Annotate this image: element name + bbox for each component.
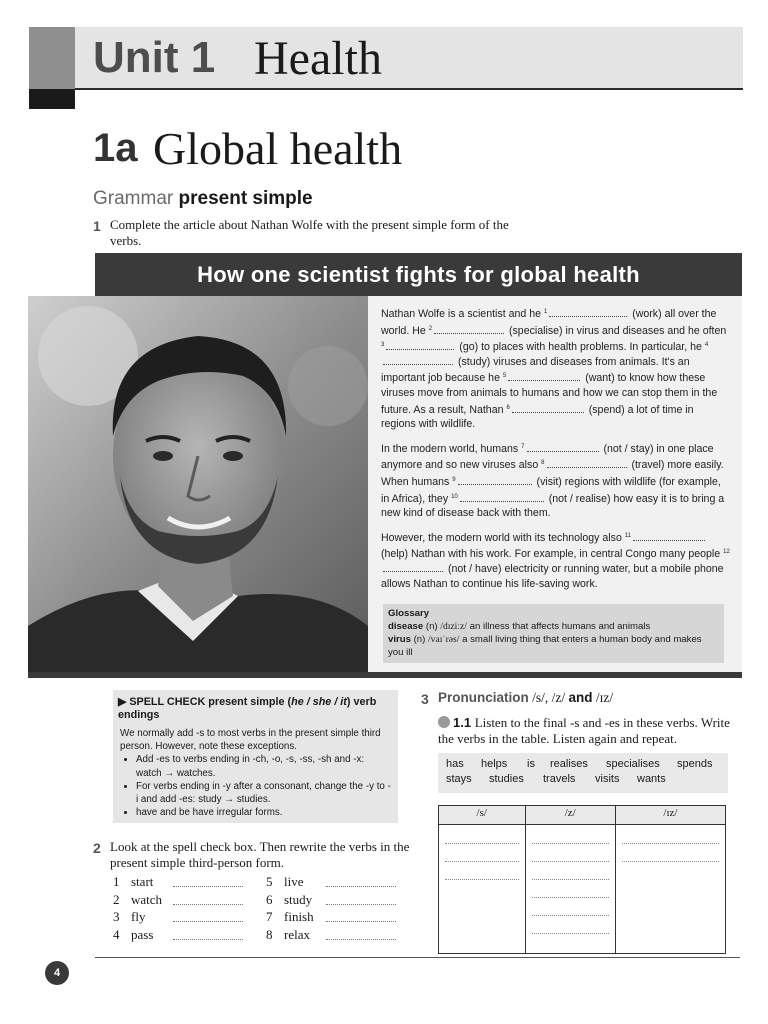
article-text: Nathan Wolfe is a scientist and he: [381, 308, 544, 320]
verb-word: study: [284, 891, 313, 907]
audio-track-number: 1.1: [453, 715, 472, 730]
pronunciation-table: [438, 805, 726, 954]
unit-header-marker: [29, 89, 75, 109]
answer-line[interactable]: [326, 911, 396, 922]
verb-number: 5: [266, 874, 273, 889]
table-header-s: /s/: [439, 806, 526, 825]
answer-gap[interactable]: [508, 371, 580, 381]
footer-rule: [95, 957, 740, 958]
article-text: (travel) more easily. When humans: [381, 459, 724, 488]
verb-number: 2: [113, 891, 120, 907]
pronunciation-label: Pronunciation: [438, 690, 529, 705]
glossary-box: [383, 604, 724, 663]
article-title: How one scientist fights for global health: [95, 253, 742, 296]
verb-number: 3: [113, 909, 120, 924]
spell-check-heading: [118, 696, 393, 722]
glossary-ipa: /vaɪˈrəs/: [428, 634, 460, 645]
article-text: (spend) a lot of time in regions with wildlife.: [381, 403, 694, 431]
spell-check-body: [120, 727, 392, 819]
page-number: 4: [45, 961, 69, 985]
article-text: (not / stay) in one place anymore and so new viruses also: [381, 442, 714, 472]
article-text: (not / have) electricity or running water, but a mobile phone allows Nathan to continue his life-saving work.: [381, 562, 724, 590]
answer-line[interactable]: [173, 894, 243, 905]
gap-number: 6: [506, 404, 510, 411]
article-text: (go) to places with health problems. In particular, he: [456, 341, 705, 354]
article-bottom-rule: [28, 672, 742, 678]
spell-check-heading-b: he / she / it: [291, 696, 347, 708]
gap-number: 12: [723, 549, 730, 556]
verb-item: [113, 874, 253, 890]
article-text: (visit) regions with wildlife (for example, in Africa), they: [381, 475, 721, 505]
word-bank-item: has: [446, 758, 464, 770]
word-bank-item: specialises: [606, 758, 660, 770]
answer-line[interactable]: [326, 894, 396, 905]
table-header-iz: /ɪz/: [615, 806, 725, 825]
word-bank-item: studies: [489, 773, 524, 785]
article-paragraph-3: [381, 529, 731, 591]
answer-line[interactable]: [326, 876, 396, 887]
audio-cd-icon[interactable]: [438, 716, 450, 728]
glossary-word: virus: [388, 634, 411, 645]
glossary-definition: an illness that affects humans and animals: [469, 621, 651, 632]
verb-word: start: [131, 874, 154, 889]
answer-gap[interactable]: [458, 475, 532, 485]
verb-number: 4: [113, 926, 120, 942]
answer-gap[interactable]: [547, 458, 627, 468]
answer-gap[interactable]: [549, 307, 627, 317]
article-text: In the modern world, humans: [381, 442, 522, 455]
verb-word: watch: [131, 891, 163, 907]
gap-number: 1: [543, 309, 548, 315]
word-bank-item: is: [527, 758, 535, 770]
exercise-2-instruction: Look at the spell check box. Then rewrite the verbs in the present simple third-person form.: [110, 839, 410, 870]
exercise-3-number: 3: [421, 691, 429, 707]
article-text: (specialise) in virus and diseases and he often: [506, 324, 727, 337]
spell-check-rules: [120, 753, 392, 819]
answer-cell-s[interactable]: [439, 825, 526, 954]
portrait-illustration: [28, 296, 368, 672]
article-text: However, the modern world with its technology also: [381, 531, 625, 544]
lesson-number: 1a: [93, 126, 138, 170]
glossary-entry: [388, 620, 719, 633]
answer-cell-iz[interactable]: [615, 825, 725, 954]
pronunciation-sound-iz: /ɪz/: [592, 690, 614, 705]
glossary-entry: [388, 633, 719, 659]
gap-number: 11: [624, 532, 632, 539]
pronunciation-and: and: [568, 690, 593, 705]
spell-check-rule: • Add -es to verbs ending in -ch, -o, -s, -ss, -sh and -x: watch → watches.: [136, 753, 392, 779]
spell-check-intro: We normally add -s to most verbs in the present simple third person. However, note these exceptions.: [120, 728, 381, 753]
word-bank-item: helps: [481, 758, 508, 770]
spell-check-rule: • For verbs ending in -y after a consonant, change the -y to -i and add -es: study → studies.: [136, 780, 392, 806]
scientist-photo: [28, 296, 368, 672]
glossary-title: Glossary: [388, 608, 430, 619]
gap-number: 4: [704, 342, 709, 349]
verb-item: [266, 927, 406, 943]
answer-gap[interactable]: [633, 531, 705, 541]
answer-line[interactable]: [326, 929, 396, 940]
answer-gap[interactable]: [460, 492, 544, 502]
verb-item: [113, 892, 253, 908]
answer-gap[interactable]: [383, 355, 453, 365]
word-bank-item: stays: [446, 773, 472, 785]
word-bank-item: travels: [543, 773, 576, 785]
gap-number: 3: [381, 342, 385, 349]
answer-gap[interactable]: [434, 324, 504, 334]
pronunciation-sounds: /s/, /z/: [528, 690, 569, 705]
verb-word: live: [284, 874, 304, 889]
lesson-title: Global health: [153, 123, 403, 174]
verb-word: pass: [131, 926, 154, 942]
glossary-pos: (n): [425, 621, 438, 632]
gap-number: 8: [541, 460, 545, 467]
article-text: (study) viruses and diseases from animals. It's an important job because he: [381, 355, 690, 385]
verb-word: fly: [131, 909, 146, 924]
answer-line[interactable]: [173, 876, 243, 887]
exercise-3-instruction: [438, 715, 738, 747]
verb-number: 7: [266, 909, 273, 924]
grammar-label: Grammar: [93, 188, 174, 209]
unit-title: Health: [254, 32, 382, 85]
word-bank: [438, 753, 728, 793]
verb-word: relax: [284, 926, 310, 942]
verb-item: [113, 909, 253, 925]
exercise-1-instruction: Complete the article about Nathan Wolfe with the present simple form of the verbs.: [110, 217, 509, 248]
verb-item: [266, 892, 406, 908]
table-header-z: /z/: [525, 806, 615, 825]
article-text: (want) to know how these viruses move from animals to humans and how we can stop them in the future. As a result, Nathan: [381, 372, 718, 416]
word-bank-item: realises: [550, 758, 588, 770]
exercise-2-number: 2: [93, 840, 101, 856]
verb-number: 6: [266, 891, 273, 907]
gap-number: 5: [502, 373, 507, 380]
gap-number: 10: [451, 493, 458, 500]
article-text: (work) all over the world. He: [381, 308, 717, 337]
spell-check-heading-a: SPELL CHECK present simple (: [129, 696, 292, 708]
exercise-3-text: Listen to the final -s and -es in these verbs. Write the verbs in the table. Listen again and repeat.: [438, 715, 730, 746]
answer-line[interactable]: [173, 911, 243, 922]
verb-item: [113, 927, 253, 943]
unit-header-tab: [29, 27, 75, 89]
verb-item: [266, 909, 406, 925]
gap-number: 7: [521, 443, 525, 450]
play-triangle-icon: ▶: [118, 696, 127, 708]
answer-gap[interactable]: [512, 403, 584, 413]
verb-item: [266, 874, 406, 890]
glossary-ipa: /dɪziːz/: [440, 621, 467, 632]
verb-number: 1: [113, 874, 120, 889]
answer-gap[interactable]: [386, 340, 454, 350]
verb-word: finish: [284, 909, 314, 924]
exercise-1-number: 1: [93, 218, 101, 234]
unit-header-rule: [75, 88, 743, 90]
word-bank-item: wants: [637, 773, 666, 785]
glossary-word: disease: [388, 621, 424, 632]
exercise-3-heading: [438, 690, 613, 706]
answer-gap[interactable]: [383, 562, 443, 572]
article-paragraph-1: [381, 305, 731, 432]
article-paragraph-2: [381, 440, 731, 521]
spell-check-heading-c: ) verb endings: [118, 696, 377, 721]
grammar-topic: present simple: [178, 188, 313, 209]
article-text: (help) Nathan with his work. For example, in central Congo many people: [381, 548, 724, 561]
word-bank-item: spends: [677, 758, 713, 770]
article-text: (not / realise) how easy it is to bring a new kind of disease back with them.: [381, 492, 725, 520]
verb-number: 8: [266, 926, 273, 942]
article-body: [381, 305, 731, 599]
answer-gap[interactable]: [527, 442, 599, 452]
unit-label: Unit 1: [93, 33, 216, 82]
grammar-heading: [93, 188, 313, 210]
gap-number: 2: [428, 325, 433, 332]
word-bank-item: visits: [595, 773, 620, 785]
glossary-definition: a small living thing that enters a human body and makes you ill: [388, 634, 702, 658]
glossary-pos: (n): [413, 634, 426, 645]
answer-line[interactable]: [173, 929, 243, 940]
spell-check-rule: • have and be have irregular forms.: [136, 806, 392, 819]
gap-number: 9: [452, 476, 456, 483]
answer-cell-z[interactable]: [525, 825, 615, 954]
